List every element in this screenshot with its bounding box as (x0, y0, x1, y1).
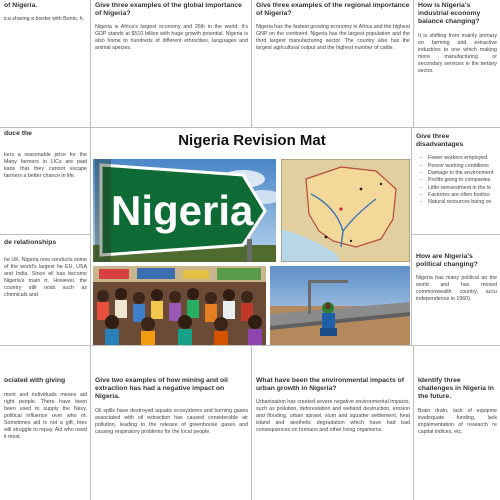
cell-urban-growth-impact (251, 345, 414, 500)
list-item: - Profits going to companies (426, 177, 500, 184)
cell-body: Nigeria has many political an the world and has moved commonwealth country, accu independence in 1960). (416, 275, 497, 303)
cell-regional-importance (251, 0, 414, 128)
cell-mining-impact (90, 345, 252, 500)
cell-body: Nigeria is Africa's largest economy and 26th in the world. It's GDP stands at $510 billion with huge growth potential. Nigeria is also home to hundreds of different ethnicities, languages and animal species. (95, 24, 248, 52)
nigeria-map-image (281, 159, 410, 262)
cell-location (0, 0, 91, 128)
cell-title: Give three examples of the regional importance of Nigeria? (256, 2, 410, 18)
cell-title: Give three disadvantages (416, 133, 464, 149)
cell-title: How are Nigeria's political changing? (416, 253, 478, 269)
cell-body: Nigeria has the fastest growing economy in Africa and the highest GNP on the continent. Nigeria has the largest population and the third largest manufacturing sector. The country also has the largest agricultural output and the highest number of cattle. (256, 24, 410, 52)
cell-title: ociated with giving (4, 377, 66, 384)
cell-title: Give two examples of how mining and oil extraction has had a negative impact on Nigeria. (95, 377, 228, 401)
market-crowd-image (93, 266, 266, 345)
page-title: Nigeria Revision Mat (178, 132, 326, 149)
list-item: - Natural resources being ov (426, 199, 500, 206)
cell-body: ica sharing a border with Benin, h. (4, 16, 85, 23)
cell-body: he UK, Nigeria now conducts some of the world's largest he EU, USA and India. Since ell has become Nigeria's main rt. However, the country still oods such as chemicals and (4, 257, 87, 299)
nigeria-sign-image (93, 159, 276, 262)
cell-body: Urbanisation has created severe negative environmental impacts, such as pollution, deforestation and wetland destruction, erosion and flooding, urban sprawl, slum and squatter settlement, heat island and aesthetic degradation which have had bad consequences on humans and other living organisms. (256, 399, 410, 434)
center-panel (90, 127, 412, 346)
list-item: - Little reinvestment in the lo (426, 185, 500, 192)
cell-political-changes (411, 234, 500, 346)
cell-title: duce the (4, 130, 32, 137)
cell-title: What have been the environmental impacts of urban growth in Nigeria? (256, 377, 405, 393)
cell-body: Oil spills have destroyed aquatic ecosystems and burning gases associated with oil extraction has caused considerable air pollution, leading to the release of greenhouse gases and causing respiratory problems for the local people. (95, 407, 248, 435)
cell-body: It is shifting from mainly primary on farming and extractive industries to one which making more manufacturing or secondary services in the tertiary sector. (418, 32, 497, 74)
cell-body: ment and individuals means aid right people. There have been been used to supply the Navy. political influence over who nt. Sometimes aid is not a gift, tries will struggle to repay. Aid who need it most. (4, 392, 87, 441)
cell-title: Give three examples of the global importance of Nigeria? (95, 2, 242, 18)
cell-economy-balance (413, 0, 500, 128)
cell-title: of Nigeria. (4, 2, 38, 9)
cell-tnc-disadvantages (411, 127, 500, 235)
cell-fair-trade (0, 127, 91, 235)
list-item: - Poorer working conditions (426, 163, 500, 170)
pipeline-worker-image (270, 266, 410, 345)
cell-aid-problems (0, 345, 91, 500)
cell-body: Brain drain, lack of equipme inadequate funding, lack implementation of research re capital indices, etc. (418, 407, 497, 435)
disadvantage-list (426, 155, 500, 206)
list-item: - Fewer workers employed (426, 155, 500, 162)
cell-title: How is Nigeria's industrial economy balance changing? (418, 2, 481, 26)
list-item: - Damage to the environment (426, 170, 500, 177)
list-item: - Factories are often footloo (426, 192, 500, 199)
cell-title: de relationships (4, 239, 57, 246)
cell-trade-relationships (0, 234, 91, 346)
sign-text: Nigeria (111, 187, 254, 234)
cell-body: kers a reasonable price for the Many farmers in LICs are paid kans that they cannot escape farmers a better chance in life. (4, 152, 87, 180)
cell-future-challenges (413, 345, 500, 500)
cell-global-importance (90, 0, 252, 128)
cell-title: Identify three challenges in Nigeria in the future. (418, 377, 494, 401)
